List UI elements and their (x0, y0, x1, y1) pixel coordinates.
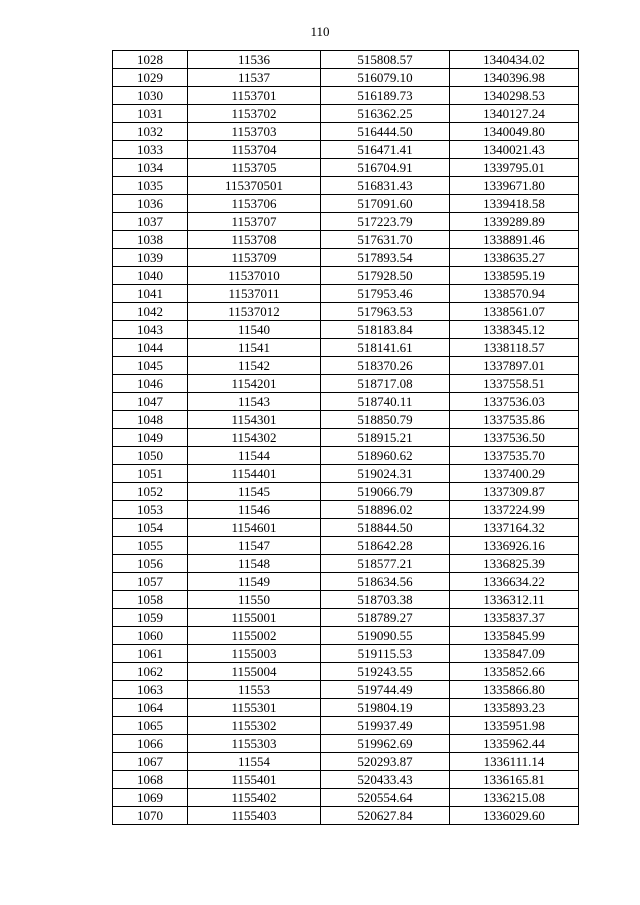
table-row (113, 789, 579, 807)
point-number-cell: 1030 (113, 87, 188, 105)
point-id-cell: 11553 (188, 681, 321, 699)
table-row (113, 609, 579, 627)
point-id-cell: 1154601 (188, 519, 321, 537)
point-number-cell: 1051 (113, 465, 188, 483)
point-id-cell: 11549 (188, 573, 321, 591)
point-id-cell: 1154201 (188, 375, 321, 393)
point-id-cell: 11548 (188, 555, 321, 573)
point-id-cell: 11544 (188, 447, 321, 465)
point-number-cell: 1031 (113, 105, 188, 123)
point-number-cell: 1057 (113, 573, 188, 591)
point-number-cell: 1062 (113, 663, 188, 681)
table-row (113, 501, 579, 519)
point-number-cell: 1038 (113, 231, 188, 249)
table-row (113, 123, 579, 141)
coordinates-table (112, 50, 579, 825)
x-coordinate-cell: 516471.41 (321, 141, 450, 159)
point-number-cell: 1029 (113, 69, 188, 87)
x-coordinate-cell: 519962.69 (321, 735, 450, 753)
x-coordinate-cell: 520627.84 (321, 807, 450, 825)
page-number: 110 (310, 24, 330, 39)
point-id-cell: 11537012 (188, 303, 321, 321)
point-id-cell: 1155403 (188, 807, 321, 825)
x-coordinate-cell: 516704.91 (321, 159, 450, 177)
y-coordinate-cell: 1335837.37 (450, 609, 579, 627)
x-coordinate-cell: 516831.43 (321, 177, 450, 195)
point-id-cell: 115370501 (188, 177, 321, 195)
point-id-cell: 1153704 (188, 141, 321, 159)
y-coordinate-cell: 1339671.80 (450, 177, 579, 195)
y-coordinate-cell: 1337536.03 (450, 393, 579, 411)
table-row (113, 249, 579, 267)
x-coordinate-cell: 517091.60 (321, 195, 450, 213)
table-row (113, 51, 579, 69)
y-coordinate-cell: 1337224.99 (450, 501, 579, 519)
point-number-cell: 1050 (113, 447, 188, 465)
x-coordinate-cell: 520554.64 (321, 789, 450, 807)
x-coordinate-cell: 518642.28 (321, 537, 450, 555)
table-row (113, 159, 579, 177)
coordinates-table-body (113, 51, 579, 825)
y-coordinate-cell: 1335951.98 (450, 717, 579, 735)
x-coordinate-cell: 518141.61 (321, 339, 450, 357)
table-row (113, 465, 579, 483)
point-number-cell: 1060 (113, 627, 188, 645)
table-row (113, 339, 579, 357)
x-coordinate-cell: 518634.56 (321, 573, 450, 591)
x-coordinate-cell: 519024.31 (321, 465, 450, 483)
point-number-cell: 1059 (113, 609, 188, 627)
x-coordinate-cell: 518915.21 (321, 429, 450, 447)
x-coordinate-cell: 518577.21 (321, 555, 450, 573)
point-id-cell: 1153707 (188, 213, 321, 231)
point-number-cell: 1068 (113, 771, 188, 789)
y-coordinate-cell: 1335852.66 (450, 663, 579, 681)
point-id-cell: 11545 (188, 483, 321, 501)
table-row (113, 321, 579, 339)
point-id-cell: 1153706 (188, 195, 321, 213)
table-row (113, 231, 579, 249)
x-coordinate-cell: 518717.08 (321, 375, 450, 393)
y-coordinate-cell: 1340021.43 (450, 141, 579, 159)
table-row (113, 429, 579, 447)
point-number-cell: 1053 (113, 501, 188, 519)
point-id-cell: 1155004 (188, 663, 321, 681)
y-coordinate-cell: 1336029.60 (450, 807, 579, 825)
table-row (113, 447, 579, 465)
y-coordinate-cell: 1338891.46 (450, 231, 579, 249)
table-row (113, 105, 579, 123)
table-row (113, 87, 579, 105)
point-number-cell: 1035 (113, 177, 188, 195)
y-coordinate-cell: 1337558.51 (450, 375, 579, 393)
x-coordinate-cell: 519744.49 (321, 681, 450, 699)
x-coordinate-cell: 519090.55 (321, 627, 450, 645)
table-row (113, 141, 579, 159)
table-row (113, 303, 579, 321)
x-coordinate-cell: 517631.70 (321, 231, 450, 249)
y-coordinate-cell: 1337400.29 (450, 465, 579, 483)
point-number-cell: 1041 (113, 285, 188, 303)
table-row (113, 357, 579, 375)
table-row (113, 627, 579, 645)
y-coordinate-cell: 1335845.99 (450, 627, 579, 645)
point-id-cell: 1153702 (188, 105, 321, 123)
table-row (113, 195, 579, 213)
x-coordinate-cell: 518183.84 (321, 321, 450, 339)
point-id-cell: 11537010 (188, 267, 321, 285)
table-row (113, 807, 579, 825)
x-coordinate-cell: 516189.73 (321, 87, 450, 105)
point-id-cell: 11554 (188, 753, 321, 771)
y-coordinate-cell: 1336926.16 (450, 537, 579, 555)
point-id-cell: 1154302 (188, 429, 321, 447)
y-coordinate-cell: 1338345.12 (450, 321, 579, 339)
point-id-cell: 11537 (188, 69, 321, 87)
point-id-cell: 11546 (188, 501, 321, 519)
point-id-cell: 1153708 (188, 231, 321, 249)
point-id-cell: 1155001 (188, 609, 321, 627)
x-coordinate-cell: 518789.27 (321, 609, 450, 627)
point-id-cell: 1153705 (188, 159, 321, 177)
x-coordinate-cell: 518896.02 (321, 501, 450, 519)
y-coordinate-cell: 1336825.39 (450, 555, 579, 573)
point-number-cell: 1046 (113, 375, 188, 393)
point-id-cell: 1155303 (188, 735, 321, 753)
y-coordinate-cell: 1340298.53 (450, 87, 579, 105)
point-number-cell: 1047 (113, 393, 188, 411)
table-row (113, 267, 579, 285)
y-coordinate-cell: 1335866.80 (450, 681, 579, 699)
y-coordinate-cell: 1337897.01 (450, 357, 579, 375)
point-number-cell: 1039 (113, 249, 188, 267)
y-coordinate-cell: 1337536.50 (450, 429, 579, 447)
point-id-cell: 11541 (188, 339, 321, 357)
y-coordinate-cell: 1339289.89 (450, 213, 579, 231)
point-id-cell: 1155302 (188, 717, 321, 735)
y-coordinate-cell: 1340049.80 (450, 123, 579, 141)
point-number-cell: 1052 (113, 483, 188, 501)
point-number-cell: 1045 (113, 357, 188, 375)
y-coordinate-cell: 1338595.19 (450, 267, 579, 285)
x-coordinate-cell: 520293.87 (321, 753, 450, 771)
table-row (113, 573, 579, 591)
point-id-cell: 1154301 (188, 411, 321, 429)
x-coordinate-cell: 517953.46 (321, 285, 450, 303)
point-number-cell: 1056 (113, 555, 188, 573)
table-row (113, 375, 579, 393)
y-coordinate-cell: 1337535.70 (450, 447, 579, 465)
y-coordinate-cell: 1338561.07 (450, 303, 579, 321)
point-number-cell: 1028 (113, 51, 188, 69)
point-number-cell: 1043 (113, 321, 188, 339)
table-row (113, 177, 579, 195)
point-number-cell: 1040 (113, 267, 188, 285)
point-id-cell: 1155301 (188, 699, 321, 717)
table-row (113, 519, 579, 537)
y-coordinate-cell: 1336215.08 (450, 789, 579, 807)
x-coordinate-cell: 518740.11 (321, 393, 450, 411)
y-coordinate-cell: 1340396.98 (450, 69, 579, 87)
table-row (113, 681, 579, 699)
y-coordinate-cell: 1336634.22 (450, 573, 579, 591)
x-coordinate-cell: 517223.79 (321, 213, 450, 231)
point-number-cell: 1049 (113, 429, 188, 447)
y-coordinate-cell: 1335893.23 (450, 699, 579, 717)
point-number-cell: 1066 (113, 735, 188, 753)
table-row (113, 213, 579, 231)
x-coordinate-cell: 518960.62 (321, 447, 450, 465)
x-coordinate-cell: 518844.50 (321, 519, 450, 537)
point-id-cell: 1153701 (188, 87, 321, 105)
table-row (113, 735, 579, 753)
y-coordinate-cell: 1338635.27 (450, 249, 579, 267)
point-number-cell: 1042 (113, 303, 188, 321)
point-number-cell: 1048 (113, 411, 188, 429)
point-number-cell: 1044 (113, 339, 188, 357)
x-coordinate-cell: 519804.19 (321, 699, 450, 717)
y-coordinate-cell: 1337309.87 (450, 483, 579, 501)
x-coordinate-cell: 519066.79 (321, 483, 450, 501)
x-coordinate-cell: 519243.55 (321, 663, 450, 681)
point-number-cell: 1061 (113, 645, 188, 663)
point-number-cell: 1032 (113, 123, 188, 141)
table-row (113, 393, 579, 411)
point-id-cell: 11536 (188, 51, 321, 69)
y-coordinate-cell: 1338570.94 (450, 285, 579, 303)
y-coordinate-cell: 1337164.32 (450, 519, 579, 537)
y-coordinate-cell: 1340127.24 (450, 105, 579, 123)
table-row (113, 771, 579, 789)
point-id-cell: 11542 (188, 357, 321, 375)
x-coordinate-cell: 519115.53 (321, 645, 450, 663)
table-row (113, 285, 579, 303)
y-coordinate-cell: 1336111.14 (450, 753, 579, 771)
y-coordinate-cell: 1340434.02 (450, 51, 579, 69)
y-coordinate-cell: 1337535.86 (450, 411, 579, 429)
point-number-cell: 1034 (113, 159, 188, 177)
point-number-cell: 1069 (113, 789, 188, 807)
point-id-cell: 11543 (188, 393, 321, 411)
table-row (113, 69, 579, 87)
point-number-cell: 1070 (113, 807, 188, 825)
y-coordinate-cell: 1335962.44 (450, 735, 579, 753)
point-number-cell: 1054 (113, 519, 188, 537)
point-number-cell: 1064 (113, 699, 188, 717)
point-number-cell: 1067 (113, 753, 188, 771)
point-number-cell: 1036 (113, 195, 188, 213)
table-row (113, 591, 579, 609)
table-row (113, 537, 579, 555)
table-row (113, 483, 579, 501)
y-coordinate-cell: 1339418.58 (450, 195, 579, 213)
point-number-cell: 1065 (113, 717, 188, 735)
x-coordinate-cell: 518850.79 (321, 411, 450, 429)
point-number-cell: 1063 (113, 681, 188, 699)
point-number-cell: 1037 (113, 213, 188, 231)
y-coordinate-cell: 1339795.01 (450, 159, 579, 177)
point-number-cell: 1033 (113, 141, 188, 159)
x-coordinate-cell: 517963.53 (321, 303, 450, 321)
table-row (113, 717, 579, 735)
point-number-cell: 1055 (113, 537, 188, 555)
point-id-cell: 1155401 (188, 771, 321, 789)
y-coordinate-cell: 1338118.57 (450, 339, 579, 357)
table-row (113, 699, 579, 717)
x-coordinate-cell: 520433.43 (321, 771, 450, 789)
x-coordinate-cell: 517893.54 (321, 249, 450, 267)
x-coordinate-cell: 516362.25 (321, 105, 450, 123)
point-number-cell: 1058 (113, 591, 188, 609)
point-id-cell: 11537011 (188, 285, 321, 303)
table-row (113, 645, 579, 663)
table-row (113, 663, 579, 681)
point-id-cell: 1153709 (188, 249, 321, 267)
point-id-cell: 11550 (188, 591, 321, 609)
x-coordinate-cell: 516079.10 (321, 69, 450, 87)
table-row (113, 753, 579, 771)
x-coordinate-cell: 518370.26 (321, 357, 450, 375)
x-coordinate-cell: 518703.38 (321, 591, 450, 609)
table-row (113, 555, 579, 573)
table-row (113, 411, 579, 429)
x-coordinate-cell: 515808.57 (321, 51, 450, 69)
point-id-cell: 1154401 (188, 465, 321, 483)
y-coordinate-cell: 1336312.11 (450, 591, 579, 609)
x-coordinate-cell: 517928.50 (321, 267, 450, 285)
point-id-cell: 1155003 (188, 645, 321, 663)
point-id-cell: 1155002 (188, 627, 321, 645)
y-coordinate-cell: 1336165.81 (450, 771, 579, 789)
point-id-cell: 1153703 (188, 123, 321, 141)
y-coordinate-cell: 1335847.09 (450, 645, 579, 663)
point-id-cell: 1155402 (188, 789, 321, 807)
point-id-cell: 11540 (188, 321, 321, 339)
x-coordinate-cell: 516444.50 (321, 123, 450, 141)
point-id-cell: 11547 (188, 537, 321, 555)
x-coordinate-cell: 519937.49 (321, 717, 450, 735)
